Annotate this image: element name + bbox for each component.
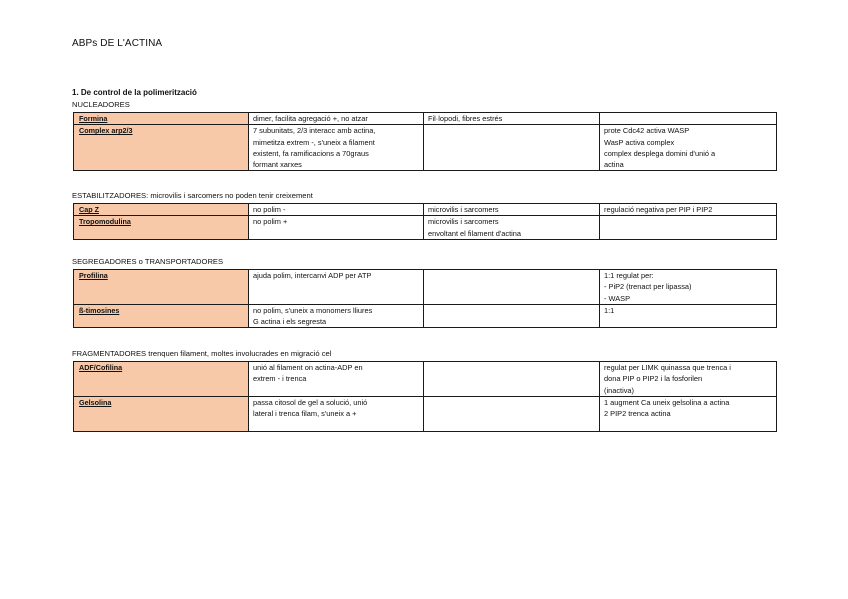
regulation-cell xyxy=(600,204,777,216)
function-cell xyxy=(249,204,424,216)
function-cell xyxy=(249,125,424,171)
protein-name: Tropomodulina xyxy=(79,217,131,227)
cell-line: extrem - i trenca xyxy=(253,374,307,384)
cell-line: envoltant el filament d'actina xyxy=(428,228,522,238)
protein-table xyxy=(73,269,777,328)
table-row xyxy=(74,216,777,240)
protein-name: Gelsolina xyxy=(79,397,112,407)
cell-line: Fil·lopodi, fibres estrés xyxy=(428,114,503,123)
category-heading: NUCLEADORES xyxy=(72,100,130,109)
protein-table xyxy=(73,203,777,240)
protein-name: Cap Z xyxy=(79,205,99,214)
protein-name-cell xyxy=(74,125,249,171)
cell-line: 1 augment Ca uneix gelsolina a actina xyxy=(604,397,730,407)
cell-line: (inactiva) xyxy=(604,385,634,395)
cell-line: regulació negativa per PIP i PIP2 xyxy=(604,205,713,214)
table-row xyxy=(74,270,777,305)
protein-name-cell xyxy=(74,204,249,216)
protein-name: Complex arp2/3 xyxy=(79,126,133,136)
cell-line: 7 subunitats, 2/3 interacc amb actina, xyxy=(253,126,376,136)
regulation-cell xyxy=(600,304,777,328)
function-cell xyxy=(249,216,424,240)
location-cell xyxy=(424,304,600,328)
location-cell xyxy=(424,125,600,171)
cell-line: - PiP2 (trenact per lipassa) xyxy=(604,282,692,292)
cell-line: 1:1 xyxy=(604,305,615,315)
location-cell xyxy=(424,216,600,240)
table-row xyxy=(74,113,777,125)
regulation-cell xyxy=(600,125,777,171)
cell-line: microvilis i sarcomers xyxy=(428,217,499,227)
protein-name: ADF/Cofilina xyxy=(79,363,123,372)
section-heading: 1. De control de la polimerització xyxy=(72,88,197,97)
protein-name-cell xyxy=(74,304,249,328)
cell-line: prote Cdc42 activa WASP xyxy=(604,126,690,136)
location-cell xyxy=(424,270,600,305)
location-cell xyxy=(424,362,600,397)
table-row xyxy=(74,125,777,171)
regulation-cell xyxy=(600,270,777,305)
location-cell xyxy=(424,113,600,125)
function-cell xyxy=(249,304,424,328)
table-row xyxy=(74,362,777,397)
cell-line: G actina i els segresta xyxy=(253,317,327,327)
protein-table xyxy=(73,361,777,432)
cell-line: no polim, s'uneix a monomers lliures xyxy=(253,305,373,315)
protein-name: ß-timosines xyxy=(79,305,120,315)
protein-name-cell xyxy=(74,270,249,305)
category-heading: FRAGMENTADORES trenquen filament, moltes involucrades en migració cel xyxy=(72,349,332,358)
table-row xyxy=(74,304,777,328)
cell-line: dona PIP o PIP2 i la fosforilen xyxy=(604,374,703,384)
cell-line: existent, fa ramificacions a 70graus xyxy=(253,148,369,158)
cell-line: unió al filament on actina-ADP en xyxy=(253,363,363,372)
cell-line: - WASP xyxy=(604,293,631,303)
cell-line: regulat per LIMK quinassa que trenca i xyxy=(604,363,731,372)
regulation-cell xyxy=(600,362,777,397)
cell-line: passa citosol de gel a solució, unió xyxy=(253,397,368,407)
protein-name-cell xyxy=(74,362,249,397)
cell-line: dimer, facilita agregació +, no atzar xyxy=(253,114,368,123)
cell-line: WasP activa complex xyxy=(604,137,675,147)
table-row xyxy=(74,396,777,431)
cell-line: 2 PIP2 trenca actina xyxy=(604,409,671,419)
protein-table xyxy=(73,112,777,171)
regulation-cell xyxy=(600,396,777,431)
cell-line: complex desplega domini d'unió a xyxy=(604,148,716,158)
location-cell xyxy=(424,396,600,431)
cell-line: lateral i trenca filam, s'uneix a + xyxy=(253,409,357,419)
cell-line: mimetitza extrem -, s'uneix a filament xyxy=(253,137,375,147)
protein-name-cell xyxy=(74,216,249,240)
function-cell xyxy=(249,113,424,125)
table-row xyxy=(74,204,777,216)
protein-name: Formina xyxy=(79,114,108,123)
cell-line: 1:1 regulat per: xyxy=(604,271,654,280)
function-cell xyxy=(249,270,424,305)
cell-line: ajuda polim, intercanvi ADP per ATP xyxy=(253,271,372,280)
cell-line: actina xyxy=(604,160,624,170)
protein-name-cell xyxy=(74,396,249,431)
category-heading: SEGREGADORES o TRANSPORTADORES xyxy=(72,257,224,266)
category-heading: ESTABILITZADORES: microvilis i sarcomers no poden tenir creixement xyxy=(72,191,313,200)
protein-name: Profilina xyxy=(79,271,108,280)
protein-name-cell xyxy=(74,113,249,125)
function-cell xyxy=(249,362,424,397)
regulation-cell xyxy=(600,216,777,240)
function-cell xyxy=(249,396,424,431)
cell-line: formant xarxes xyxy=(253,160,302,170)
cell-line: microvilis i sarcomers xyxy=(428,205,499,214)
location-cell xyxy=(424,204,600,216)
regulation-cell xyxy=(600,113,777,125)
document-title: ABPs DE L'ACTINA xyxy=(72,38,163,49)
cell-line: no polim + xyxy=(253,217,288,227)
cell-line: no polim - xyxy=(253,205,286,214)
